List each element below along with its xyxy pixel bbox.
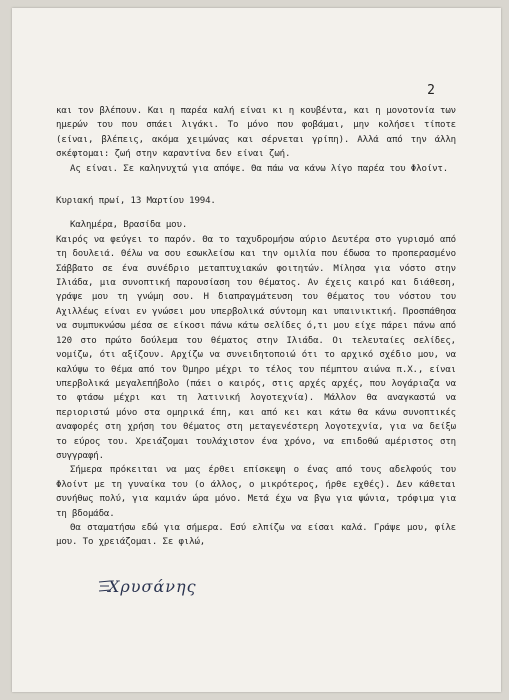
paragraph-main: Καιρός να φεύγει το παρόν. Θα το ταχυδρομήσω αύριο Δευτέρα στο γυρισμό από τη δουλειά. Θέλω να σου εσωκλείσω και την ομιλία που έδωσα το προπερασμένο Σάββατο σε ένα συνέδριο μεταπτυχιακών φοιτητών. Μίλησα για νόστο στην Ιλιάδα, μια συνοπτική παρουσίαση του θέματος. Αν έχεις καιρό και διάθεση, γράψε μου τη γνώμη σου. Η διαπραγμάτευση του θέματος του νόστου του Αχιλλέως είναι εν γνώσει μου υπερβολικά σύντομη και υπαινικτική. Προσπάθησα να συμπυκνώσω μέσα σε είκοσι πάνω κάτω σελίδες ό,τι μου είχε πάρει πάνω από 120 στο πρώτο δούλεμα του θέματος στην Ιλιάδα. Οι τελευταίες σελίδες, νομίζω, ότι αξίζουν. Αρχίζω να συνειδητοποιώ ότι το αρχικό σχέδιο μου, να καλύψω το θέμα από τον Όμηρο μέχρι το τέλος του πέμπτου αιώνα π.Χ., είναι υπερβολικά μεγαλεπήβολο (πάει ο καιρός, στις αρχές αρχές, που λογάριαζα να το φτάσω μέχρι και τη λατινική λογοτεχνία). Μάλλον θα αναγκαστώ να περιοριστώ μόνο στα ομηρικά έπη, και από κει και κάτω θα κάνω συνοπτικές αναφορές στη χρήση του θέματος στη μεταγενέστερη λογοτεχνία, για να δείξω το εύρος του. Χρειάζομαι τουλάχιστον ένα χρόνο, να επιδοθώ αμέριστος στη συγγραφή. bbox=[56, 234, 456, 461]
letter-body bbox=[56, 104, 456, 550]
signature: Χρυσάνης bbox=[108, 577, 197, 596]
page-number: 2 bbox=[427, 83, 435, 98]
paragraph-continuation: και τον βλέπουν. Και η παρέα καλή είναι κι η κουβέντα, και η μονοτονία των ημερών του που σπάει λιγάκι. Το μόνο που φοβάμαι, μην κολήσει τίποτε (είναι, βλέπεις, ακόμα χειμώνας και σέρνεται γρίπη). Αλλά από την άλλη σκέφτομαι: ζωή στην καραντίνα δεν είναι ζωή. bbox=[56, 106, 456, 160]
paragraph-closing: Θα σταματήσω εδώ για σήμερα. Εσύ ελπίζω να είσαι καλά. Γράψε μου, φίλε μου. Το χρειάζομαι. Σε φιλώ, bbox=[56, 522, 456, 548]
paragraph-goodnight: Ας είναι. Σε καληνυχτώ για απόψε. Θα πάω να κάνω λίγο παρέα του Φλοίντ. bbox=[70, 163, 449, 174]
letter-page bbox=[12, 8, 501, 692]
dateline: Κυριακή πρωί, 13 Μαρτίου 1994. bbox=[56, 196, 216, 207]
paragraph-visit: Σήμερα πρόκειται να μας έρθει επίσκεψη ο ένας από τους αδελφούς του Φλοίντ με τη γυναίκα του (ο άλλος, ο μικρότερος, ήρθε εχθές). Δεν κάθεται συνήθως πολύ, για καμιάν ώρα μόνο. Μετά έχω να βγω για ψώνια, τρόφιμα για τη βδομάδα. bbox=[56, 465, 456, 519]
greeting: Καλημέρα, Βρασίδα μου. bbox=[70, 220, 188, 231]
